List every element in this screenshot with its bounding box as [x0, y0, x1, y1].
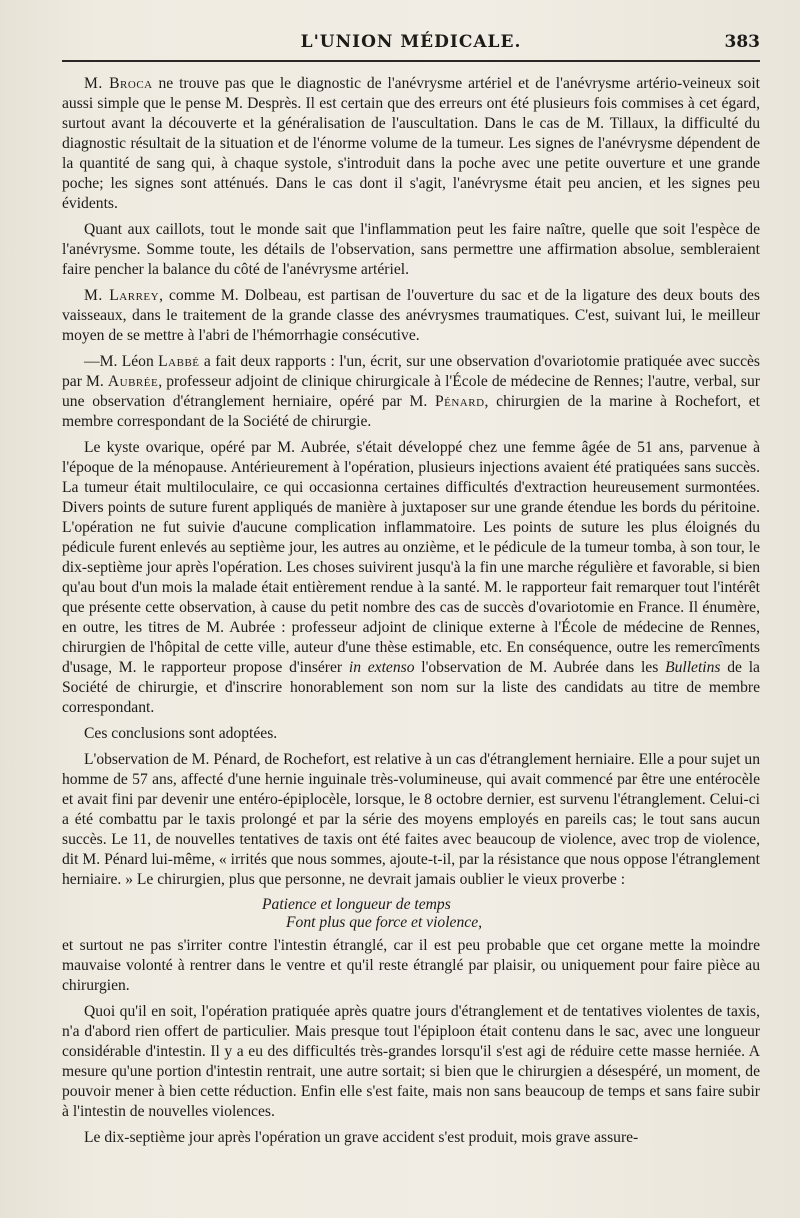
paragraph-labbe: [62, 352, 760, 432]
article-body: [62, 74, 760, 1148]
paragraph-accident: Le dix-septième jour après l'opération un grave accident s'est produit, mois grave assure-: [84, 1129, 639, 1146]
italic-phrase: Bulletins: [665, 659, 721, 676]
paragraph-lead: —M. Léon: [84, 353, 159, 370]
paragraph-text: l'observation de M. Aubrée dans les: [414, 659, 666, 676]
paragraph-operation: Quoi qu'il en soit, l'opération pratiquée après quatre jours d'étranglement et de tentatives violentes de taxis, n'a d'abord rien offert de particulier. Mais presque tout l'épiploon était contenu dans le sac, avec une longueur considérable d'intestin. Il y a eu des difficultés très-grandes lorsqu'il s'est agi de réduire cette masse herniée. A mesure qu'une portion d'intestin rentrait, une autre sortait; si bien que le chirurgien a désespéré, un moment, de pouvoir mener à bien cette réduction. Enfin elle s'est faite, mais non sans beaucoup de temps et sans faire subir à l'intestin de nouvelles violences.: [62, 1003, 760, 1120]
paragraph-larrey: [62, 286, 760, 346]
speaker-name: Labbé: [158, 353, 200, 370]
person-name: Aubrée: [107, 373, 159, 390]
paragraph-kyste: [62, 438, 760, 718]
page-header: [62, 28, 760, 62]
paragraph-text: de la Société de chirurgie, et d'inscrire honorablement son nom sur la liste des candidats au titre de membre correspondant.: [62, 659, 760, 716]
paragraph-text: , comme M. Dolbeau, est partisan de l'ouverture du sac et de la ligature des deux bouts des vaisseaux, dans le traitement de la grande classe des anévrysmes traumatiques. C'est, suivant lui, le meilleur moyen de se mettre à l'abri de l'hémorrhagie consécutive.: [62, 287, 761, 344]
verse-line: Font plus que force et violence,: [286, 914, 483, 931]
paragraph-penard: L'observation de M. Pénard, de Rochefort, est relative à un cas d'étranglement herniaire. Elle a pour sujet un homme de 57 ans, affecté d'une hernie inguinale très-volumineuse, qui avait commencé par être une entérocèle et avait fini par devenir une entéro-épiplocèle, lorsque, le 8 octobre dernier, est survenu l'étranglement. Celui-ci a été combattu par le taxis prolongé et par la série des moyens employés en pareils cas; le tout sans aucun succès. Le 11, de nouvelles tentatives de taxis ont été faites avec beaucoup de violence, avec trop de violence, dit M. Pénard lui-même, « irrités que nous sommes, ajoute-t-il, par la résistance que nous oppose l'étranglement herniaire. » Le chirurgien, plus que personne, ne devrait jamais oublier le vieux proverbe :: [62, 751, 760, 888]
paragraph-text: , professeur adjoint de clinique chirurgicale à l'École de médecine de Rennes; l'autre, verbal, sur une observation d'étranglement herniaire, opéré par M.: [62, 373, 760, 410]
speaker-name: M. Broca: [84, 75, 153, 92]
paragraph-text: a fait deux rapports : l'un, écrit, sur une observation d'ovariotomie pratiquée avec succès par M.: [62, 353, 760, 390]
paragraph-text: Le kyste ovarique, opéré par M. Aubrée, s'était développé chez une femme âgée de 51 ans, parvenue à l'époque de la ménopause. Antérieurement à l'opération, plusieurs injections avaient été pratiquées sans succès. La tumeur était multiloculaire, ce qui occasionna certaines difficultés d'extraction heureusement surmontées. Divers points de suture furent appliqués de manière à juxtaposer sur une grande étendue les bords du péritoine. L'opération ne fut suivie d'aucune complication inflammatoire. Les points de suture les plus éloignés du pédicule furent enlevés au septième jour, les autres au onzième, et le pédicule de la tumeur tomba, à son tour, le dix-septième jour après l'opération. Les choses suivirent jusqu'à la fin une marche régulière et favorable, si bien qu'au bout d'un mois la malade était entièrement rendue à la santé. M. le rapporteur fait remarquer tout l'intérêt que présente cette observation, à cause du petit nombre des cas de succès d'ovariotomie en France. Il énumère, en outre, les titres de M. Aubrée : professeur adjoint de clinique externe à l'École de médecine de Rennes, chirurgien de l'hôpital de cette ville, auteur d'une thèse estimable, etc. En conséquence, outre les remercîments d'usage, M. le rapporteur propose d'insérer: [62, 439, 760, 676]
paragraph-intestin: et surtout ne pas s'irriter contre l'intestin étranglé, car il est peu probable que cet organe mette la moindre mauvaise volonté à rentrer dans le ventre et qu'il reste étranglé par plaisir, ou uniquement pour faire pièce au chirurgien.: [62, 937, 760, 994]
speaker-name: M. Larrey: [84, 287, 160, 304]
paragraph-caillots: Quant aux caillots, tout le monde sait que l'inflammation peut les faire naître, quelle que soit l'espèce de l'anévrysme. Somme toute, les détails de l'observation, sans permettre une affirmation absolue, sembleraient faire pencher la balance du côté de l'anévrysme artériel.: [62, 221, 760, 278]
verse-line: Patience et longueur de temps: [262, 896, 451, 913]
paragraph-broca: [62, 74, 760, 214]
paragraph-text: , chirurgien de la marine à Rochefort, et membre correspondant de la Société de chirurgie.: [62, 393, 760, 430]
proverb-verse: [62, 896, 760, 932]
paragraph-text: ne trouve pas que le diagnostic de l'anévrysme artériel et de l'anévrysme artério-veineux soit aussi simple que le pense M. Desprès. Il est certain que des erreurs ont été plusieurs fois commises à cet égard, surtout avant la découverte et la généralisation de l'auscultation. Dans le cas de M. Tillaux, la difficulté du diagnostic résultait de la situation et de l'énorme volume de la tumeur. Les signes de l'anévrysme dépendent de la quantité de sang qui, à chaque systole, s'introduit dans la poche avec une petite ouverture et une grande poche; les signes sont atténués. Dans le cas dont il s'agit, l'anévrysme était peu ancien, et les signes peu évidents.: [62, 75, 761, 212]
page-number: 383: [724, 32, 760, 52]
journal-title: L'UNION MÉDICALE.: [300, 32, 522, 52]
italic-phrase: in extenso: [348, 659, 415, 676]
person-name: Pénard: [434, 393, 485, 410]
paragraph-conclusions: Ces conclusions sont adoptées.: [84, 725, 278, 742]
